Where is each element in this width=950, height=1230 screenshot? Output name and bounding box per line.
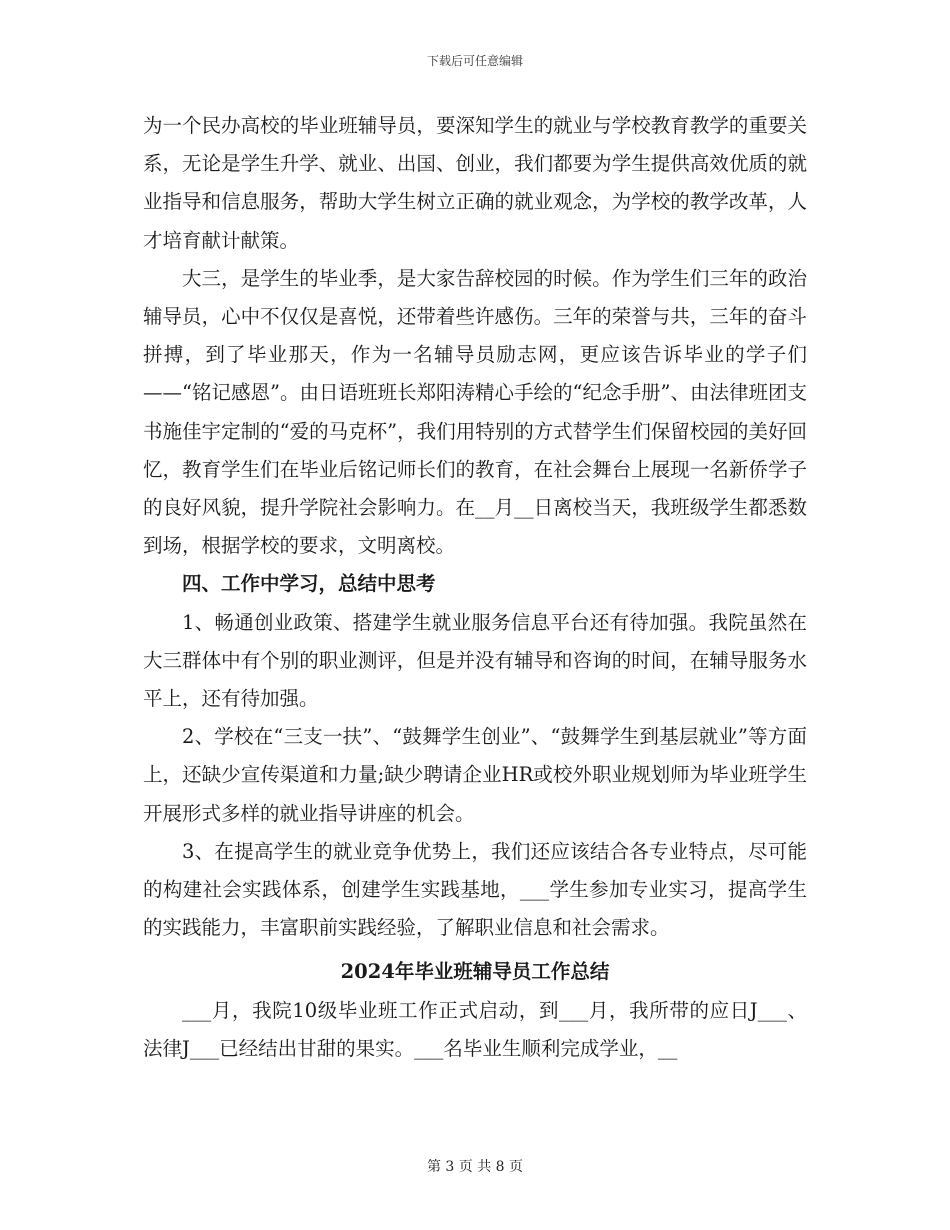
page-number: 第 3 页 共 8 页 — [426, 1159, 524, 1175]
document-body — [143, 107, 807, 1068]
document-title: 2024年毕业班辅导员工作总结 — [340, 960, 610, 984]
list-item-1: 1、畅通创业政策、搭建学生就业服务信息平台还有待加强。我院虽然在大三群体中有个别的职业测评，但是并没有辅导和咨询的时间，在辅导服务水平上，还有待加强。 — [143, 610, 807, 711]
paragraph-intro: ___月，我院10级毕业班工作正式启动，到___月，我所带的应日J___、法律J___已经结出甘甜的果实。___名毕业生顺利完成学业，__ — [143, 998, 807, 1060]
list-item-3: 3、在提高学生的就业竞争优势上，我们还应该结合各专业特点，尽可能的构建社会实践体系，创建学生实践基地，___学生参加专业实习，提高学生的实践能力，丰富职前实践经验，了解职业信息和社会需求。 — [143, 839, 807, 940]
paragraph-continuation: 为一个民办高校的毕业班辅导员，要深知学生的就业与学校教育教学的重要关系，无论是学生升学、就业、出国、创业，我们都要为学生提供高效优质的就业指导和信息服务，帮助大学生树立正确的就业观念，为学校的教学改革，人才培育献计献策。 — [143, 114, 807, 252]
page-header: 下载后可任意编辑 — [426, 54, 523, 68]
list-item-2: 2、学校在“三支一扶”、“鼓舞学生创业”、“鼓舞学生到基层就业”等方面上，还缺少宣传渠道和力量;缺少聘请企业HR或校外职业规划师为毕业班学生开展形式多样的就业指导讲座的机会。 — [143, 725, 807, 825]
paragraph-graduation-season: 大三，是学生的毕业季，是大家告辞校园的时候。作为学生们三年的政治辅导员，心中不仅仅是喜悦，还带着些许感伤。三年的荣誉与共，三年的奋斗拼搏，到了毕业那天，作为一名辅导员励志网，更应该告诉毕业的学子们——“铭记感恩”。由日语班班长郑阳涛精心手绘的“纪念手册”、由法律班团支书施佳宇定制的“爱的马克杯”，我们用特别的方式替学生们保留校园的美好回忆，教育学生们在毕业后铭记师长们的教育，在社会舞台上展现一名新侨学子的良好风貌，提升学院社会影响力。在__月__日离校当天，我班级学生都悉数到场，根据学校的要求，文明离校。 — [143, 266, 807, 558]
section-heading: 四、工作中学习，总结中思考 — [182, 572, 436, 596]
